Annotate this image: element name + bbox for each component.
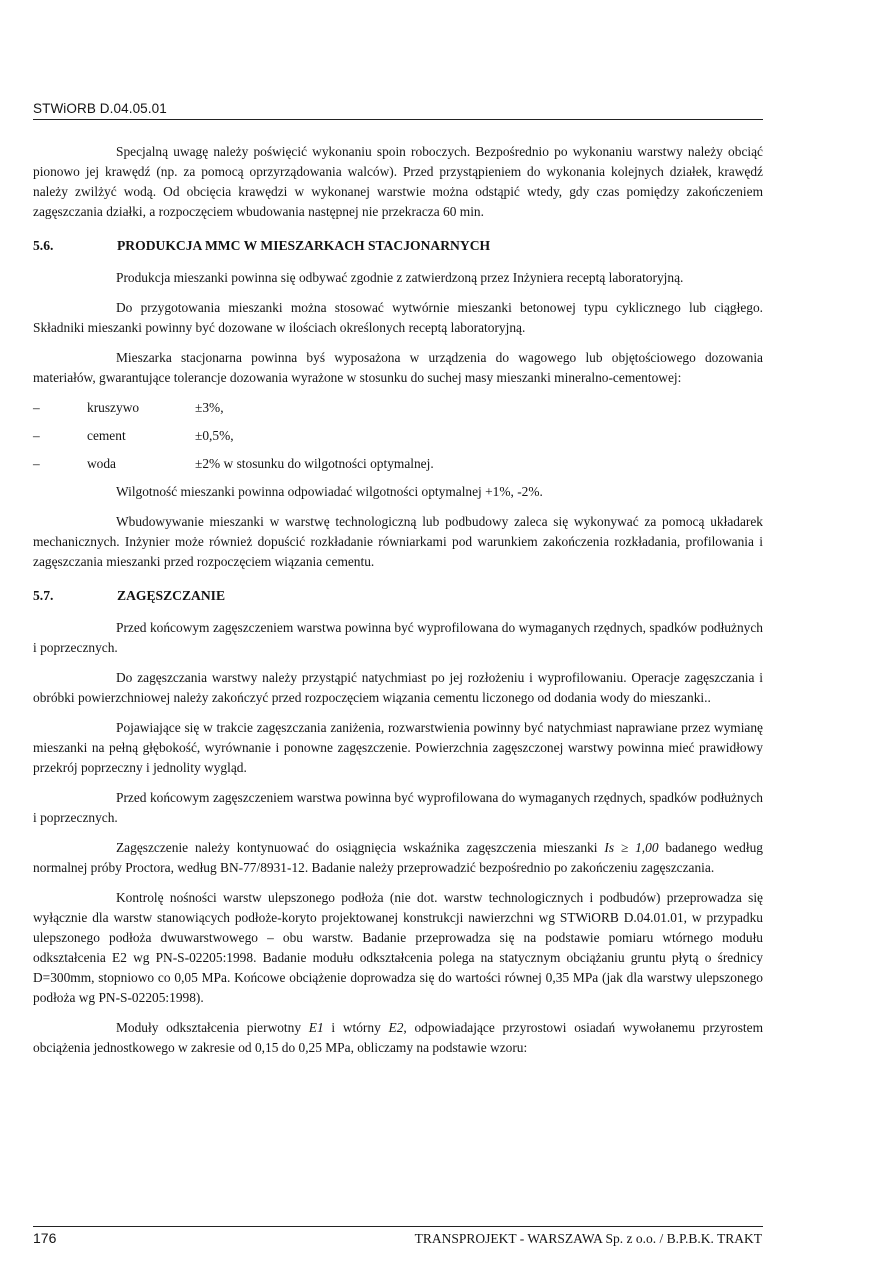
list-item-value: ±3%, [195,400,224,415]
list-item [33,454,763,474]
paragraph: Do przygotowania mieszanki można stosować wytwórnie mieszanki betonowej typu cyklicznego lub ciągłego. Składniki mieszanki powinny być dozowane w ilościach określonych receptą laboratoryjną. [33,300,763,335]
footer-rule [33,1226,763,1227]
section-title: PRODUKCJA MMC W MIESZARKACH STACJONARNYCH [117,238,491,253]
paragraph-compaction-index [33,838,763,878]
header-rule [33,119,763,120]
text-run: Zagęszczenie należy kontynuować do osiągnięcia wskaźnika zagęszczenia mieszanki [116,840,605,855]
section-heading-5-7 [33,586,763,606]
compaction-index-formula: Is ≥ 1,00 [604,840,659,855]
modulus-e1: E1 [308,1020,324,1035]
paragraph: Kontrolę nośności warstw ulepszonego podłoża (nie dot. warstw technologicznych i podbudów) przeprowadza się wyłącznie dla warstw stanowiących podłoże-koryto projektowanej konstrukcji nawierzchni wg STWiORB D.04.01.01, w przypadku ulepszonego podłoża dwuwarstwowego – obu warstw. Badanie przeprowadza się na podstawie pomiaru wtórnego modułu odkształcenia E2 wg PN-S-02205:1998. Badanie modułu odkształcenia polega na statycznym obciążaniu gruntu płytą o średnicy D=300mm, stopniowo co 0,05 MPa. Końcowe obciążenie doprowadza się do wartości równej 0,35 MPa (jak dla warstwy ulepszonego podłoża wg PN-S-02205:1998). [33,890,763,1005]
paragraph: Pojawiające się w trakcie zagęszczania zaniżenia, rozwarstwienia powinny być natychmiast naprawiane przez wymianę mieszanki na pełną głębokość, wyrównanie i ponowne zagęszczenie. Powierzchnia zagęszczonej warstwy powinna mieć prawidłowy przekrój poprzeczny i jednolity wygląd. [33,720,763,775]
section-heading-5-6 [33,236,763,256]
list-item [33,398,763,418]
paragraph-spoiny-robocze: Specjalną uwagę należy poświęcić wykonaniu spoin roboczych. Bezpośrednio po wykonaniu warstwy należy obciąć pionowo jej krawędź (np. za pomocą oprzyrządowania walców). Przed przystąpieniem do wykonania kolejnych działek, krawędź należy zwilżyć wodą. Od obcięcia krawędzi w wykonanej warstwie można odstąpić wtedy, gdy czas pomiędzy zakończeniem zagęszczania działki, a rozpoczęciem wbudowania następnej nie przekracza 60 min. [33,144,763,219]
list-item-value: ±0,5%, [195,428,234,443]
list-item-name: cement [87,428,126,443]
list-dash: – [33,400,40,415]
page-number: 176 [33,1230,57,1246]
text-run: , odpowiadające przyrostowi osiadań wywołanemu przyrostem obciążenia jednostkowego w zakresie od 0,15 do 0,25 MPa, obliczamy na podstawie wzoru: [33,1020,763,1055]
list-item-name: kruszywo [87,400,140,415]
text-run: Moduły odkształcenia pierwotny [116,1020,309,1035]
footer-company: TRANSPROJEKT - WARSZAWA Sp. z o.o. / B.P.B.K. TRAKT [414,1231,762,1246]
section-number: 5.7. [33,588,54,603]
text-run: i wtórny [323,1020,389,1035]
list-dash: – [33,428,40,443]
text-run: badanego według normalnej próby Proctora, według BN-77/8931-12. Badanie należy przeprowadzić bezpośrednio po zakończeniu zagęszczania. [33,840,763,875]
paragraph: Do zagęszczania warstwy należy przystąpić natychmiast po jej rozłożeniu i wyprofilowaniu. Operacje zagęszczania i obróbki powierzchniowej należy zakończyć przed rozpoczęciem wiązania cementu liczonego od dodania wody do mieszanki.. [33,670,763,705]
paragraph: Wbudowywanie mieszanki w warstwę technologiczną lub podbudowy zaleca się wykonywać za pomocą układarek mechanicznych. Inżynier może również dopuścić rozkładanie równiarkami pod warunkiem zakończenia rozkładania, profilowania i zagęszczania mieszanki przed rozpoczęciem wiązania cementu. [33,514,763,569]
list-item [33,426,763,446]
page-content [33,142,763,1068]
paragraph: Przed końcowym zagęszczeniem warstwa powinna być wyprofilowana do wymaganych rzędnych, spadków podłużnych i poprzecznych. [33,790,763,825]
section-number: 5.6. [33,238,54,253]
list-dash: – [33,456,40,471]
running-header-doc-code: STWiORB D.04.05.01 [33,101,167,116]
paragraph: Przed końcowym zagęszczeniem warstwa powinna być wyprofilowana do wymaganych rzędnych, spadków podłużnych i poprzecznych. [33,620,763,655]
paragraph: Produkcja mieszanki powinna się odbywać zgodnie z zatwierdzoną przez Inżyniera receptą laboratoryjną. [116,270,684,285]
list-item-value: ±2% w stosunku do wilgotności optymalnej. [195,456,434,471]
section-title: ZAGĘSZCZANIE [117,588,226,603]
list-item-name: woda [87,456,117,471]
tolerance-list [33,398,763,474]
paragraph: Mieszarka stacjonarna powinna byś wyposażona w urządzenia do wagowego lub objętościowego dozowania materiałów, gwarantujące tolerancje dozowania wyrażone w stosunku do suchej masy mieszanki mineralno-cementowej: [33,350,763,385]
paragraph: Wilgotność mieszanki powinna odpowiadać wilgotności optymalnej +1%, -2%. [116,484,543,499]
modulus-e2: E2 [388,1020,404,1035]
paragraph-moduli [33,1018,763,1058]
